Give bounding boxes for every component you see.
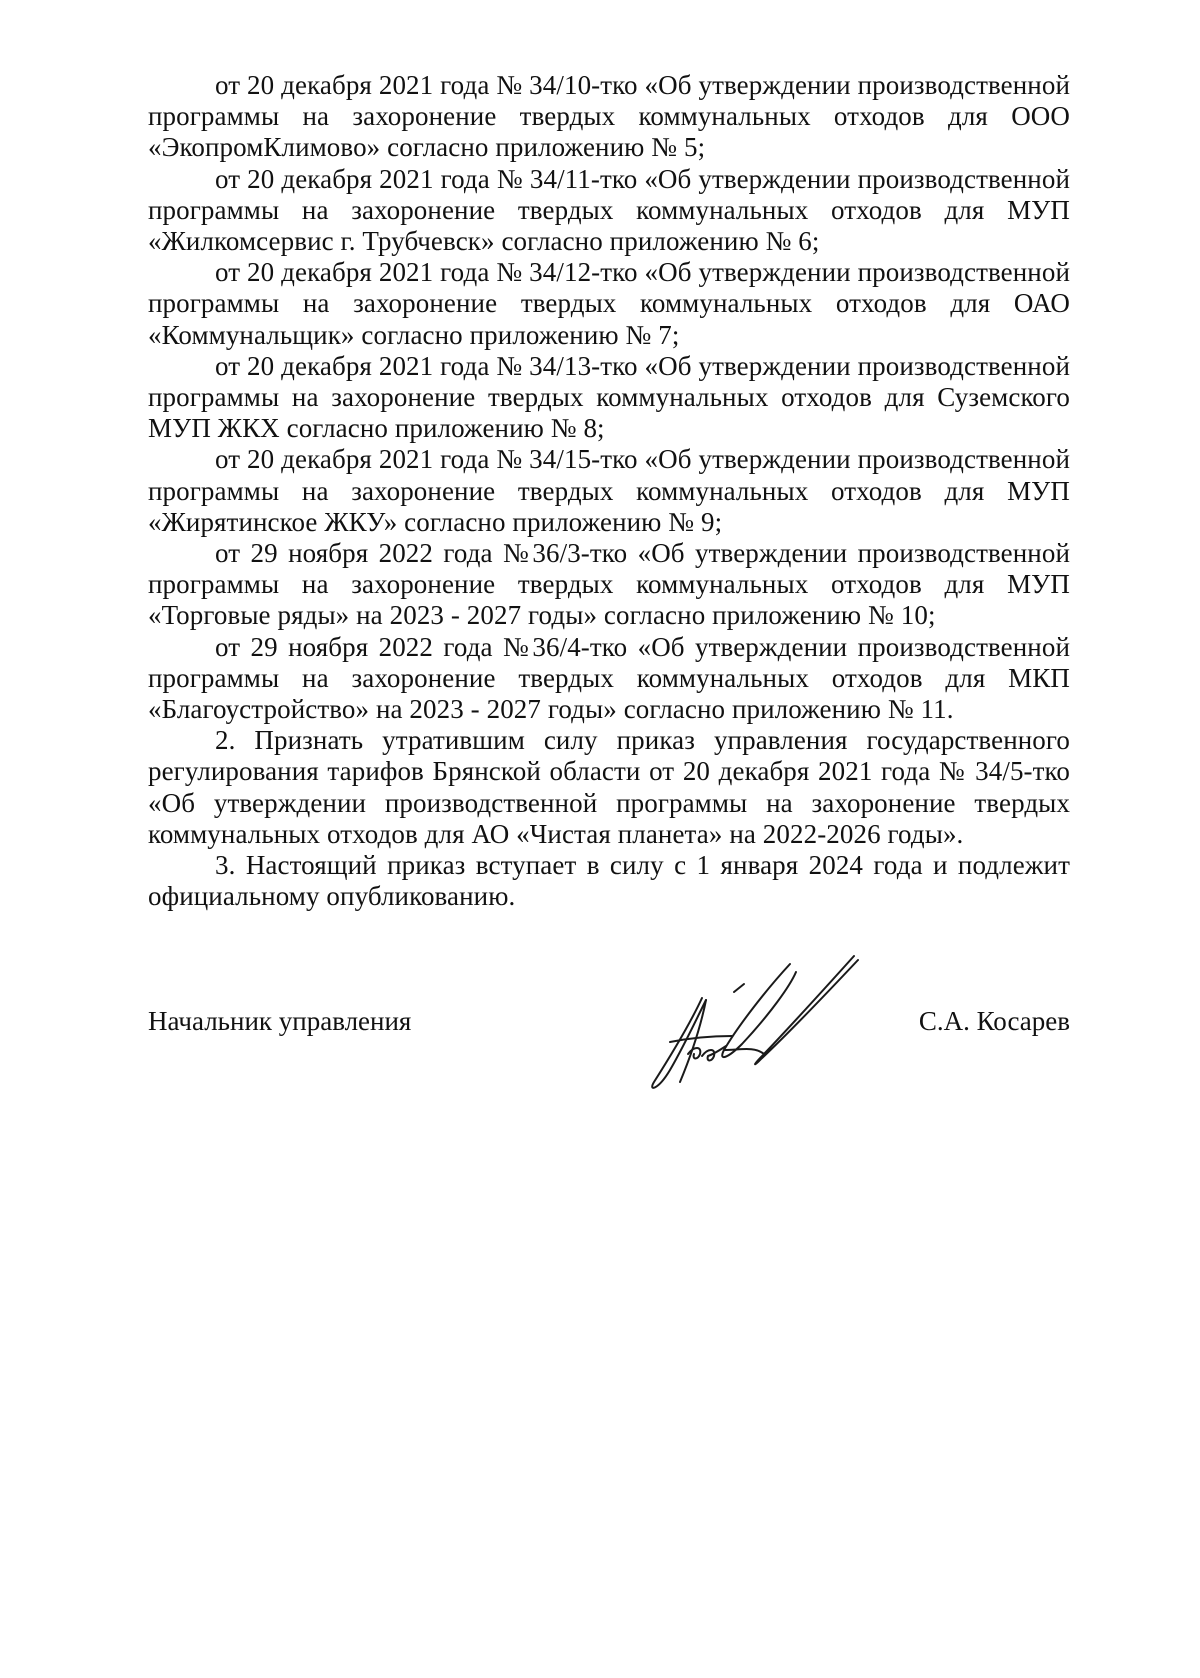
- paragraph-order-36-4: от 29 ноября 2022 года №36/4-тко «Об утверждении производственной программы на захоронение твердых коммунальных отходов для МКП «Благоустройство» на 2023 - 2027 годы» согласно приложению № 11.: [148, 631, 1070, 725]
- signatory-name: С.А. Косарев: [918, 1006, 1070, 1036]
- paragraph-order-34-13: от 20 декабря 2021 года № 34/13-тко «Об утверждении производственной программы на захоронение твердых коммунальных отходов для Суземского МУП ЖКХ согласно приложению № 8;: [148, 350, 1070, 444]
- paragraph-order-34-15: от 20 декабря 2021 года № 34/15-тко «Об утверждении производственной программы на захоронение твердых коммунальных отходов для МУП «Жирятинское ЖКУ» согласно приложению № 9;: [148, 444, 1070, 537]
- paragraph-item-3: 3. Настоящий приказ вступает в силу с 1 января 2024 года и подлежит официальному опубликованию.: [148, 850, 1070, 912]
- paragraph-item-2: 2. Признать утратившим силу приказ управления государственного регулирования тарифов Брянской области от 20 декабря 2021 года № 34/5-тко «Об утверждении производственной программы на захоронение твердых коммунальных отходов для АО «Чистая планета» на 2022-2026 годы».: [148, 725, 1070, 849]
- document-body: [148, 70, 1070, 912]
- paragraph-order-34-12: от 20 декабря 2021 года № 34/12-тко «Об утверждении производственной программы на захоронение твердых коммунальных отходов для ОАО «Коммунальщик» согласно приложению № 7;: [148, 257, 1070, 350]
- handwritten-signature: [640, 950, 920, 1110]
- signature-row: [148, 1006, 1070, 1046]
- paragraph-order-34-10: от 20 декабря 2021 года № 34/10-тко «Об утверждении производственной программы на захоронение твердых коммунальных отходов для ООО «ЭкопромКлимово» согласно приложению № 5;: [148, 70, 1070, 163]
- paragraph-order-34-11: от 20 декабря 2021 года № 34/11-тко «Об утверждении производственной программы на захоронение твердых коммунальных отходов для МУП «Жилкомсервис г. Трубчевск» согласно приложению № 6;: [148, 163, 1070, 257]
- paragraph-order-36-3: от 29 ноября 2022 года №36/3-тко «Об утверждении производственной программы на захоронение твердых коммунальных отходов для МУП «Торговые ряды» на 2023 - 2027 годы» согласно приложению № 10;: [148, 538, 1070, 631]
- signatory-position: Начальник управления: [148, 1006, 412, 1036]
